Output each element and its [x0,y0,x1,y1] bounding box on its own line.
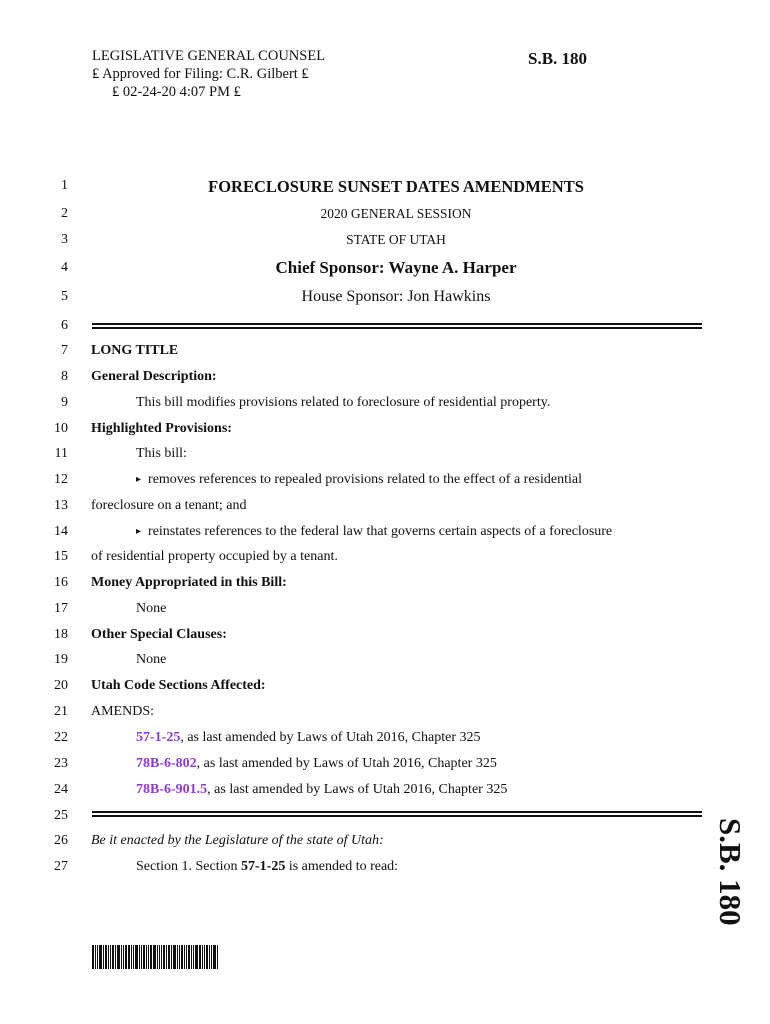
house-sponsor: House Sponsor: Jon Hawkins [301,288,491,305]
barcode-bar [99,945,102,969]
barcode-bar [186,945,187,969]
special-clauses-heading: Other Special Clauses: [91,627,227,642]
barcode-bar [143,945,145,969]
double-rule-top [92,323,702,329]
side-bill-number: S.B. 180 [713,818,748,926]
section-1-prefix: Section 1. Section [136,859,241,874]
barcode-bar [159,945,160,969]
bill-title: FORECLOSURE SUNSET DATES AMENDMENTS [208,177,584,196]
barcode-bar [168,945,170,969]
barcode-bar [211,945,212,969]
section-entry-text: , as last amended by Laws of Utah 2016, Chapter 325 [207,782,508,797]
barcode-bar [191,945,192,969]
bullet-1-continued: foreclosure on a tenant; and [91,498,247,513]
section-1-suffix: is amended to read: [285,859,399,874]
special-clauses-value: None [136,652,167,667]
line-number: 3 [61,232,68,247]
line-number: 17 [54,601,68,616]
section-link[interactable]: 57-1-25 [136,730,181,745]
barcode-bar [95,945,96,969]
section-entry [136,756,497,772]
amends-label: AMENDS: [91,704,155,719]
barcode-bar [193,945,194,969]
barcode-bar [97,945,98,969]
highlighted-heading: Highlighted Provisions: [91,421,232,436]
barcode-bar [121,945,122,969]
line-number: 22 [54,730,68,745]
line-number: 1 [61,178,68,193]
line-number: 7 [61,343,68,358]
barcode-bar [148,945,149,969]
barcode-bar [173,945,176,969]
line-number: 14 [54,524,68,539]
barcode [92,945,232,969]
barcode-bar [204,945,205,969]
bullet-triangle-icon: ▸ [136,474,142,485]
line-number: 16 [54,575,68,590]
barcode-bar [105,945,107,969]
enacting-clause: Be it enacted by the Legislature of the state of Utah: [91,833,384,848]
barcode-bar [139,945,140,969]
barcode-bar [115,945,116,969]
barcode-bar [181,945,183,969]
line-number: 19 [54,652,68,667]
barcode-bar [131,945,132,969]
section-1-code: 57-1-25 [241,859,286,874]
line-number: 2 [61,206,68,221]
line-number: 20 [54,678,68,693]
section-link[interactable]: 78B-6-901.5 [136,782,208,797]
section-entry [136,782,507,798]
bullet-2-text: reinstates references to the federal law that governs certain aspects of a foreclosure [148,524,613,539]
barcode-bar [123,945,124,969]
line-number: 21 [54,704,68,719]
line-number: 10 [54,421,68,436]
line-number: 13 [54,498,68,513]
barcode-bar [153,945,156,969]
barcode-bar [103,945,104,969]
barcode-bar [125,945,127,969]
barcode-bar [179,945,180,969]
line-number: 23 [54,756,68,771]
line-number: 25 [54,808,68,823]
bullet-1 [136,472,582,488]
bullet-1-text: removes references to repealed provisions related to the effect of a residential [148,472,582,487]
barcode-bar [92,945,94,969]
barcode-bar [133,945,134,969]
barcode-bar [117,945,120,969]
barcode-bar [209,945,210,969]
line-number: 27 [54,859,68,874]
barcode-bar [188,945,190,969]
line-number: 26 [54,833,68,848]
chief-sponsor: Chief Sponsor: Wayne A. Harper [275,258,517,277]
barcode-bar [146,945,147,969]
section-entry-text: , as last amended by Laws of Utah 2016, Chapter 325 [196,756,497,771]
barcode-bar [213,945,216,969]
bullet-2-continued: of residential property occupied by a tenant. [91,549,338,564]
barcode-bar [217,945,218,969]
line-number: 15 [54,549,68,564]
approval-line: ₤ Approved for Filing: C.R. Gilbert ₤ [92,66,309,82]
money-value: None [136,601,167,616]
state: STATE OF UTAH [346,232,446,247]
barcode-bar [161,945,162,969]
barcode-bar [128,945,130,969]
barcode-bar [110,945,111,969]
section-1-heading [136,859,398,875]
this-bill: This bill: [136,446,187,461]
barcode-bar [171,945,172,969]
section-entry-text: , as last amended by Laws of Utah 2016, Chapter 325 [180,730,481,745]
bullet-2 [136,524,612,540]
barcode-bar [141,945,142,969]
line-number: 6 [61,318,68,333]
barcode-bar [135,945,138,969]
approval-timestamp: ₤ 02-24-20 4:07 PM ₤ [112,84,241,100]
line-number: 24 [54,782,68,797]
barcode-bar [206,945,208,969]
barcode-bar [177,945,178,969]
line-number: 4 [61,260,68,275]
barcode-bar [157,945,158,969]
barcode-bar [199,945,201,969]
section-link[interactable]: 78B-6-802 [136,756,197,771]
barcode-bar [112,945,114,969]
long-title-heading: LONG TITLE [91,343,179,358]
barcode-bar [163,945,165,969]
general-description: This bill modifies provisions related to foreclosure of residential property. [136,395,551,410]
barcode-bar [108,945,109,969]
line-number: 5 [61,289,68,304]
double-rule-bottom [92,811,702,817]
section-entry [136,730,480,746]
barcode-bar [166,945,167,969]
line-number: 11 [54,446,68,461]
session: 2020 GENERAL SESSION [320,206,472,221]
line-number: 12 [54,472,68,487]
general-description-heading: General Description: [91,369,217,384]
line-number: 18 [54,627,68,642]
bill-number: S.B. 180 [528,49,588,68]
money-heading: Money Appropriated in this Bill: [91,575,287,590]
office-name: LEGISLATIVE GENERAL COUNSEL [92,48,326,64]
barcode-bar [202,945,203,969]
line-number: 9 [61,395,68,410]
sections-affected-heading: Utah Code Sections Affected: [91,678,266,693]
barcode-bar [150,945,152,969]
line-number: 8 [61,369,68,384]
barcode-bar [195,945,198,969]
bullet-triangle-icon: ▸ [136,526,142,537]
barcode-bar [184,945,185,969]
